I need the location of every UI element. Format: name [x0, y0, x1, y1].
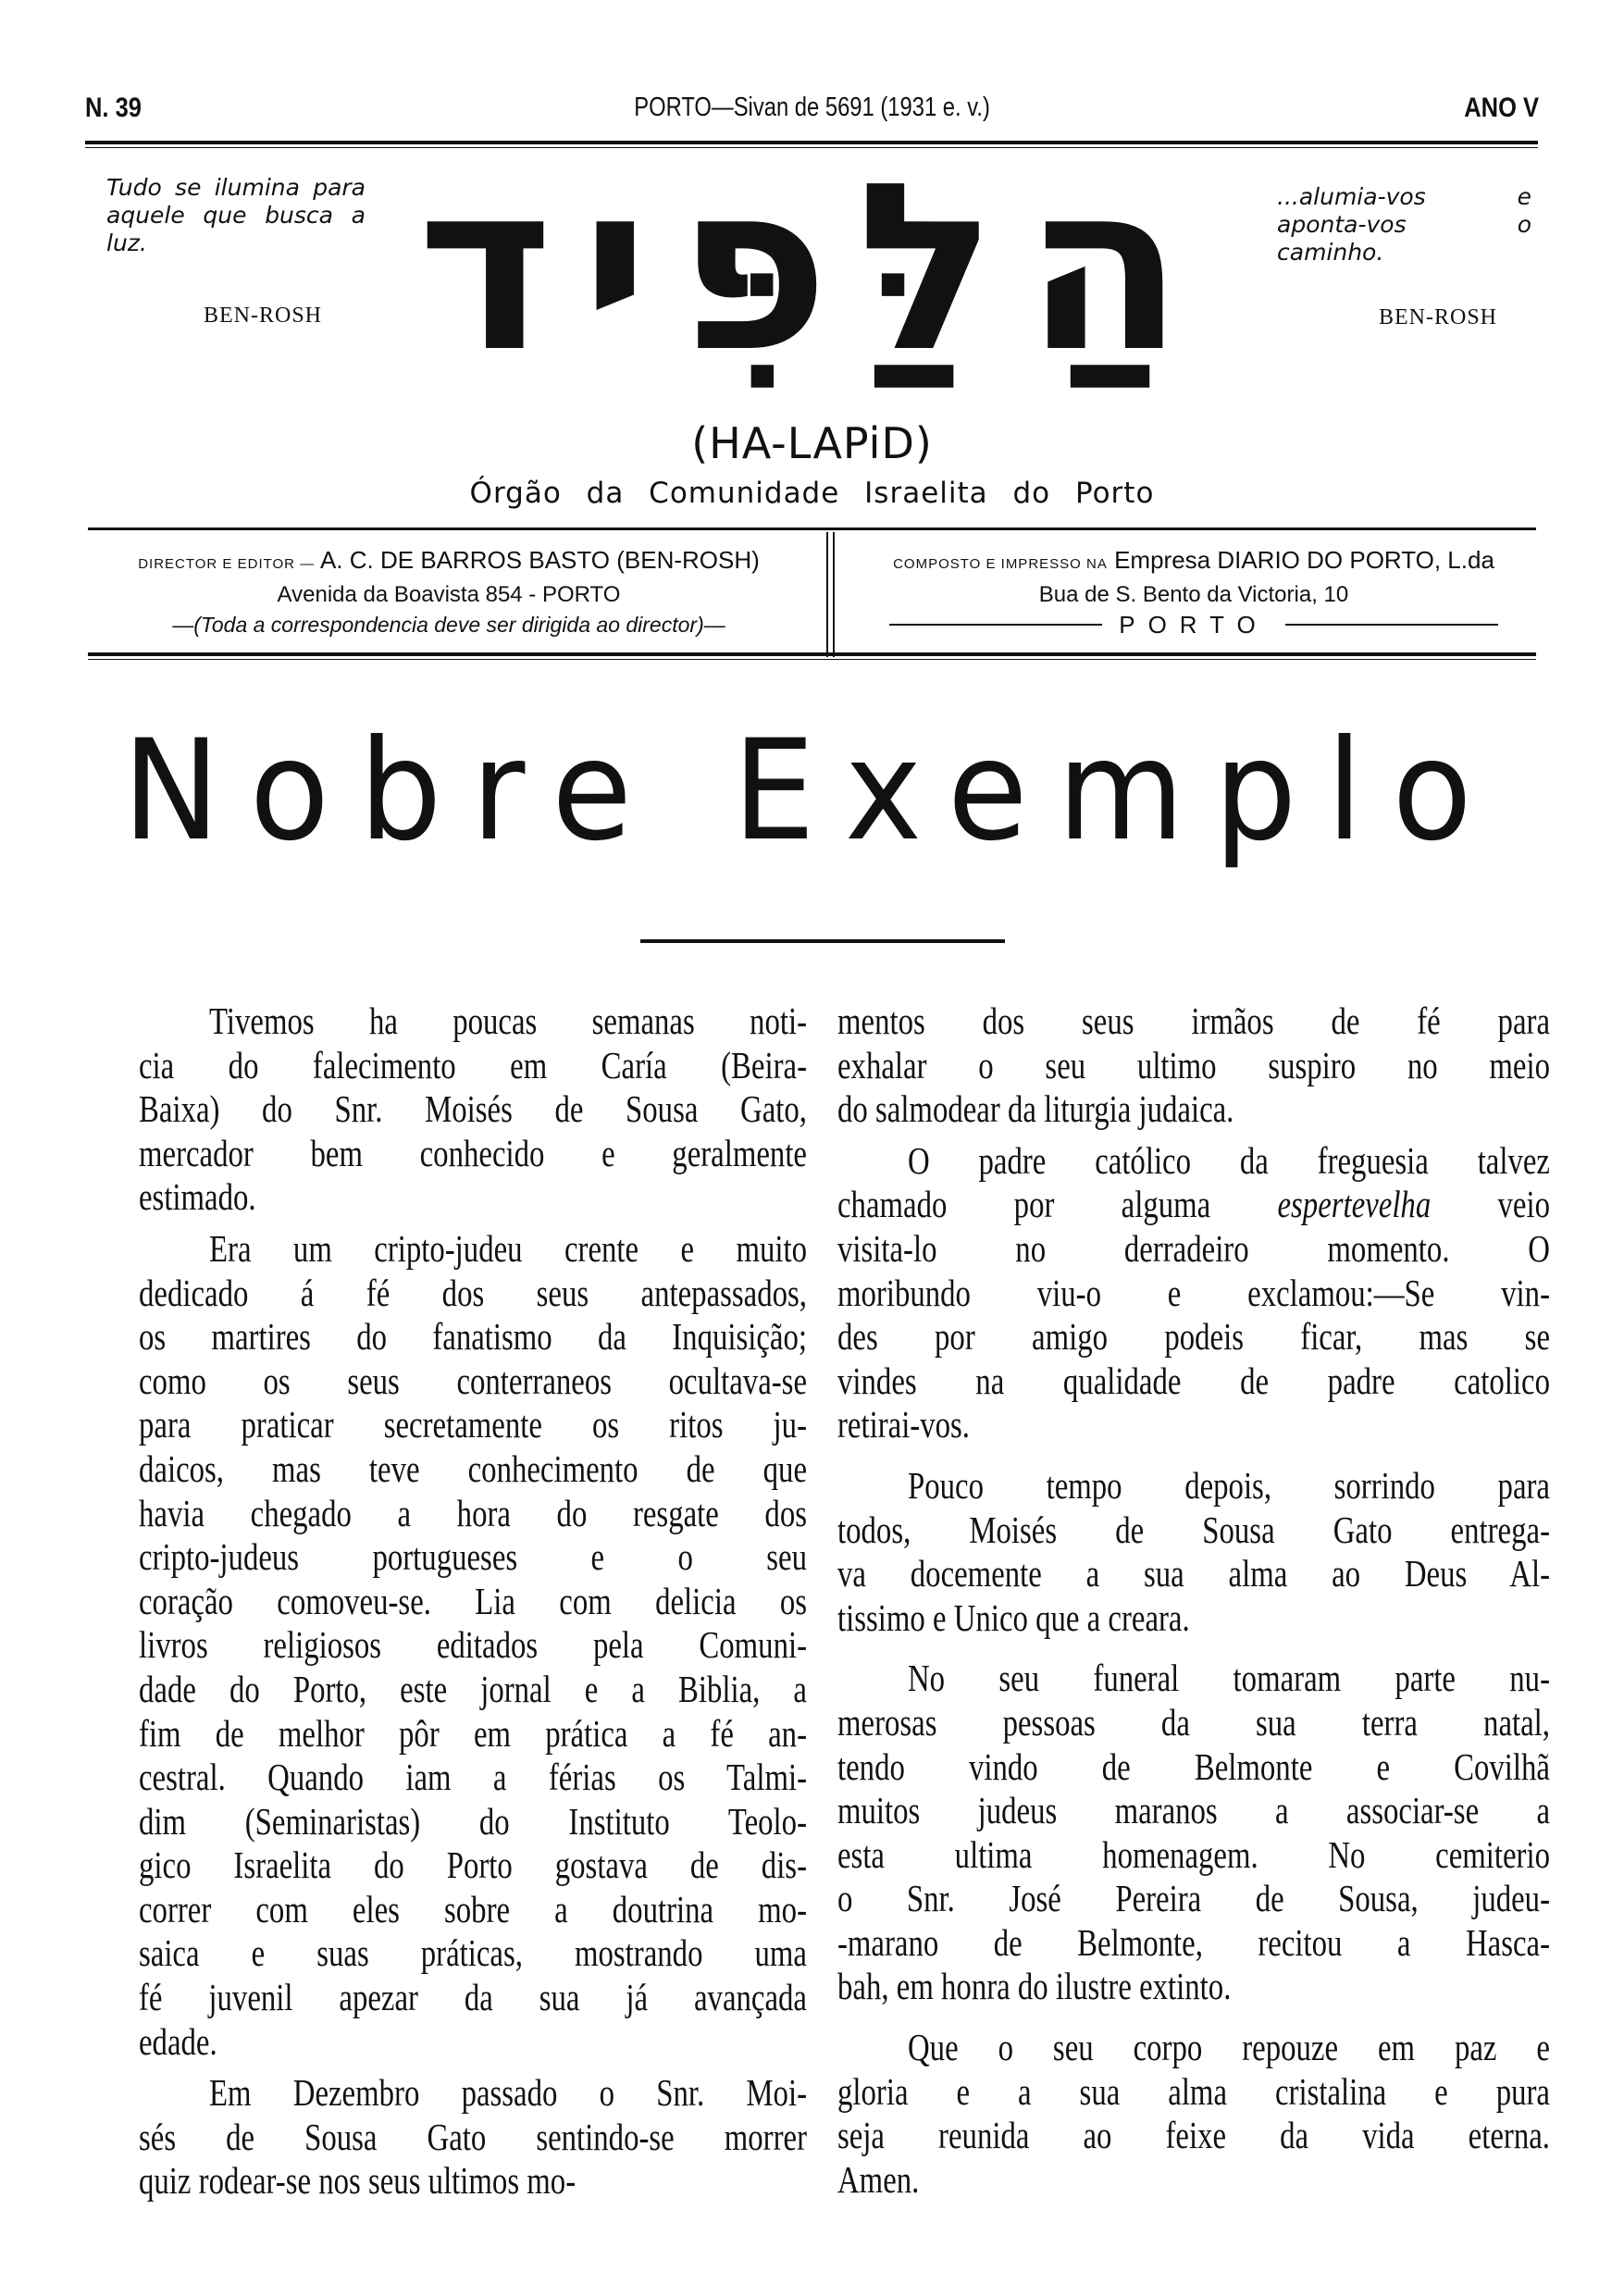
- article-text: exhalar o seu ultimo suspiro no meio: [837, 1043, 1550, 1086]
- article-line: [837, 1359, 1550, 1404]
- article-text: dim (Seminaristas) do Instituto Teolo-: [139, 1799, 807, 1843]
- article-line: [837, 1552, 1550, 1596]
- article-text: des por amigo podeis ficar, mas se: [837, 1315, 1550, 1359]
- article-text: os martires do fanatismo da Inquisição;: [139, 1315, 807, 1359]
- masthead-transliteration: (HA-LAPiD): [691, 418, 933, 468]
- article-text: retirai-vos.: [837, 1403, 970, 1446]
- article-text: Era um cripto-judeu crente e muito: [209, 1226, 807, 1270]
- article-text: Baixa) do Snr. Moisés de Sousa Gato,: [139, 1087, 807, 1131]
- article-text: mercador bem conhecido e geralmente: [139, 1131, 807, 1174]
- article-text: merosas pessoas da sua terra natal,: [837, 1700, 1550, 1744]
- imprint-printer-address: Bua de S. Bento da Victoria, 10: [1038, 582, 1349, 607]
- article-text: livros religiosos editados pela Comuni-: [139, 1623, 807, 1667]
- article-text: Em Dezembro passado o Snr. Moi-: [209, 2071, 807, 2115]
- imprint-top-rule: [88, 528, 1536, 530]
- article-line: [837, 2114, 1550, 2158]
- article-text: havia chegado a hora do resgate dos: [139, 1491, 807, 1534]
- article-line: [139, 1175, 807, 1220]
- article-line: [139, 1800, 807, 1844]
- article-text: moribundo viu-o e exclamou:—Se vin-: [837, 1271, 1550, 1314]
- article-line: [837, 1139, 1550, 1184]
- article-text: tendo vindo de Belmonte e Covilhã: [837, 1744, 1550, 1788]
- article-text: cestral. Quando iam a férias os Talmi-: [139, 1756, 807, 1799]
- article-paragraph: [837, 1464, 1550, 1640]
- article-line: [139, 1580, 807, 1624]
- article-text: seja reunida ao feixe da vida eterna.: [837, 2114, 1550, 2157]
- imprint-printer: [842, 544, 1545, 639]
- article-line: [139, 1931, 807, 1976]
- article-text: coração comoveu-se. Lia com delicia os: [139, 1579, 807, 1622]
- article-line: [139, 1976, 807, 2020]
- imprint-printer-line: [842, 544, 1545, 580]
- article-text: dedicado á fé dos seus antepassados,: [139, 1271, 807, 1314]
- imprint-divider-2: [833, 532, 835, 657]
- article-line: [837, 1745, 1550, 1790]
- article-line: [837, 1921, 1550, 1966]
- article-line: [139, 1492, 807, 1536]
- article-text: fim de melhor pôr em prática a fé an-: [139, 1711, 807, 1755]
- article-title: Nobre Exemplo: [122, 711, 1502, 872]
- article-line: [837, 1464, 1550, 1508]
- article-line: [837, 1403, 1550, 1447]
- article-line: [837, 1701, 1550, 1745]
- article-paragraph: [837, 1139, 1550, 1447]
- article-text: o Snr. José Pereira de Sousa, judeu-: [837, 1877, 1550, 1920]
- article-text: chamado por alguma: [837, 1183, 1278, 1226]
- article-line: [837, 1183, 1550, 1227]
- article-text: Que o seu corpo repouze em paz e: [908, 2026, 1550, 2069]
- article-line: [139, 1843, 807, 1888]
- article-text: quiz rodear-se nos seus ultimos mo-: [139, 2159, 576, 2203]
- year-label: ANO V: [1464, 93, 1539, 123]
- article-text: cia do falecimento em Caría (Beira-: [139, 1043, 807, 1086]
- article-paragraph: [837, 999, 1550, 1132]
- article-line: [837, 1315, 1550, 1359]
- imprint-director-role: DIRECTOR E EDITOR —: [138, 556, 316, 572]
- article-line: [139, 1712, 807, 1756]
- imprint-director-name: A. C. DE BARROS BASTO (BEN-ROSH): [319, 546, 760, 574]
- article-paragraph: [139, 2071, 807, 2203]
- article-line: [837, 1087, 1550, 1132]
- article-line: [139, 2116, 807, 2160]
- dateline: [0, 93, 1624, 123]
- article-line: [837, 1657, 1550, 1701]
- article-text: daicos, mas teve conhecimento de que: [139, 1446, 807, 1490]
- article-line: [139, 1888, 807, 1932]
- article-line: [139, 2159, 807, 2203]
- article-line: [139, 999, 807, 1044]
- motto-left-signature: BEN-ROSH: [204, 304, 323, 328]
- article-line: [837, 1965, 1550, 2009]
- article-text: edade.: [139, 2019, 217, 2063]
- article-line: [139, 1668, 807, 1712]
- article-line: [139, 1403, 807, 1447]
- article-text: va docemente a sua alma ao Deus Al-: [837, 1552, 1550, 1595]
- imprint-director-line: [88, 544, 810, 580]
- imprint-printer-city: PORTO: [1119, 611, 1269, 639]
- article-line: [139, 1132, 807, 1176]
- article-line: [837, 2026, 1550, 2070]
- masthead-subtitle: Órgão da Comunidade Israelita do Porto: [469, 477, 1155, 510]
- article-line: [837, 2158, 1550, 2203]
- article-text: todos, Moisés de Sousa Gato entrega-: [837, 1508, 1550, 1551]
- article-text: -marano de Belmonte, recitou a Hasca-: [837, 1920, 1550, 1964]
- article-line: [139, 1623, 807, 1668]
- article-text: visita-lo no derradeiro momento. O: [837, 1226, 1550, 1270]
- article-line: [139, 1227, 807, 1272]
- article-text: dade do Porto, este jornal e a Biblia, a: [139, 1667, 807, 1710]
- article-text: bah, em honra do ilustre extinto.: [837, 1965, 1232, 2008]
- article-paragraph: [139, 999, 807, 1220]
- article-text: fé juvenil apezar da sua já avançada: [139, 1976, 807, 2019]
- article-line: [139, 1535, 807, 1580]
- article-line: [139, 1756, 807, 1800]
- article-line: [139, 1447, 807, 1492]
- article-text: gico Israelita do Porto gostava de dis-: [139, 1843, 807, 1887]
- imprint-bottom-rule: [88, 652, 1536, 656]
- imprint-divider-1: [826, 532, 828, 657]
- motto-right: ...alumia-vos e aponta-vos o caminho.: [1277, 183, 1531, 266]
- article-text: O padre católico da freguesia talvez: [908, 1138, 1550, 1182]
- article-line: [837, 999, 1550, 1044]
- article-line: [139, 1315, 807, 1359]
- article-line: [139, 1359, 807, 1404]
- article-text: veio: [1431, 1183, 1550, 1226]
- imprint-dash-left: [889, 624, 1102, 626]
- article-paragraph: [837, 2026, 1550, 2202]
- article-text: esta ultima homenagem. No cemiterio: [837, 1832, 1550, 1876]
- motto-left: Tudo se ilumina para aquele que busca a luz.: [106, 174, 366, 256]
- article-line: [837, 1877, 1550, 1921]
- article-line: [837, 1272, 1550, 1316]
- article-emphasis: espertevelha: [1277, 1183, 1432, 1226]
- article-column-left: [139, 999, 807, 2211]
- article-line: [837, 1044, 1550, 1088]
- article-text: Amen.: [837, 2157, 920, 2201]
- article-text: sés de Sousa Gato sentindo-se morrer: [139, 2115, 807, 2158]
- article-text: tissimo e Unico que a creara.: [837, 1595, 1190, 1639]
- article-line: [837, 2070, 1550, 2115]
- imprint-dash-right: [1285, 624, 1498, 626]
- article-line: [837, 1789, 1550, 1833]
- article-text: saica e suas práticas, mostrando uma: [139, 1931, 807, 1975]
- article-text: correr com eles sobre a doutrina mo-: [139, 1887, 807, 1930]
- imprint-director-address: Avenida da Boavista 854 - PORTO: [277, 582, 621, 607]
- article-text: para praticar secretamente os ritos ju-: [139, 1403, 807, 1446]
- article-column-right: [837, 999, 1550, 2218]
- imprint-director-note: —(Toda a correspondencia deve ser dirigida ao director)—: [172, 613, 725, 637]
- article-line: [837, 1596, 1550, 1641]
- article-line: [139, 1044, 807, 1088]
- article-line: [139, 2071, 807, 2116]
- article-line: [837, 1833, 1550, 1878]
- article-text: mentos dos seus irmãos de fé para: [837, 999, 1550, 1042]
- imprint-printer-role: COMPOSTO E IMPRESSO NA: [893, 556, 1108, 572]
- article-line: [139, 2020, 807, 2065]
- article-line: [837, 1508, 1550, 1553]
- imprint-printer-name: Empresa DIARIO DO PORTO, L.da: [1114, 546, 1494, 574]
- issue-number: N. 39: [85, 93, 142, 123]
- article-text: estimado.: [139, 1175, 256, 1219]
- article-text: como os seus conterraneos ocultava-se: [139, 1359, 807, 1402]
- masthead-hebrew-title: הַלַּפִּיד: [416, 133, 1211, 403]
- article-text: No seu funeral tomaram parte nu-: [908, 1657, 1550, 1700]
- imprint-printer-city-row: [842, 610, 1545, 639]
- article-text: vindes na qualidade de padre catolico: [837, 1359, 1550, 1402]
- article-line: [139, 1272, 807, 1316]
- imprint-director: [88, 544, 810, 639]
- dateline-text: PORTO—Sivan de 5691 (1931 e. v.): [634, 93, 990, 122]
- article-text: cripto-judeus portugueses e o seu: [139, 1535, 807, 1579]
- article-line: [139, 1087, 807, 1132]
- title-underline: [640, 939, 1005, 943]
- article-text: gloria e a sua alma cristalina e pura: [837, 2069, 1550, 2113]
- article-text: Pouco tempo depois, sorrindo para: [908, 1463, 1550, 1507]
- article-text: do salmodear da liturgia judaica.: [837, 1087, 1234, 1131]
- imprint-bottom-rule-thin: [88, 659, 1536, 660]
- article-text: Tivemos ha poucas semanas noti-: [209, 999, 807, 1042]
- article-paragraph: [139, 1227, 807, 2064]
- motto-right-signature: BEN-ROSH: [1379, 305, 1498, 329]
- article-text: muitos judeus maranos a associar-se a: [837, 1789, 1550, 1832]
- article-line: [837, 1227, 1550, 1272]
- article-paragraph: [837, 1657, 1550, 2009]
